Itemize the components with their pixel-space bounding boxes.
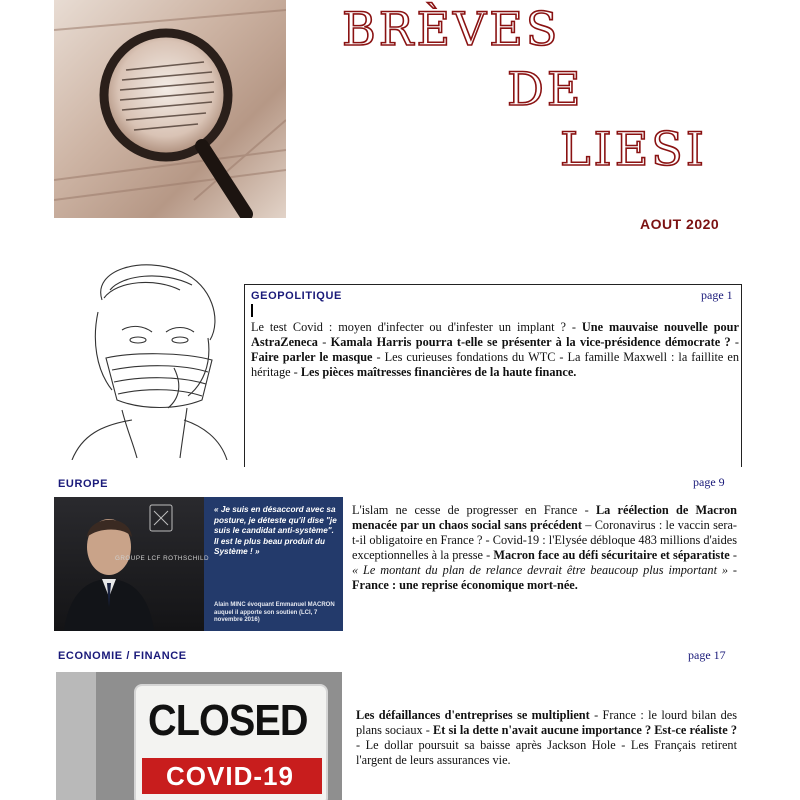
issue-date: AOUT 2020 bbox=[640, 216, 720, 232]
geopolitique-summary: Le test Covid : moyen d'infecter ou d'infester un implant ? - Une mauvaise nouvelle pour AstraZeneca - Kamala Harris pourra t-elle se présenter à la vice-présidence démocrate ? - Faire parler le masque - Les curieuses fondations du WTC - La famille Maxwell : la faillite en héritage - Les pièces maîtresses financières de la haute finance. bbox=[251, 320, 740, 379]
section-heading-geopolitique: GEOPOLITIQUE bbox=[251, 290, 342, 302]
section-heading-economie: ECONOMIE / FINANCE bbox=[58, 650, 187, 662]
magnifying-glass-photo bbox=[54, 0, 286, 218]
title-line-liesi: LIESI bbox=[560, 122, 707, 176]
quote-credit: Alain MINC évoquant Emmanuel MACRON auquel il apporte son soutien (LCI, 7 novembre 2016) bbox=[214, 602, 335, 623]
covid-word: COVID-19 bbox=[166, 761, 294, 791]
quote-text: « Je suis en désaccord avec sa posture, je déteste qu'il dise "je suis le candidat anti-système". Il est le plus beau produit du Système ! » bbox=[214, 505, 337, 556]
page-ref-economie: page 17 bbox=[688, 648, 726, 662]
closed-word: CLOSED bbox=[148, 696, 308, 745]
portrait-photo bbox=[54, 497, 204, 631]
title-line-de: DE bbox=[507, 62, 584, 116]
title-line-breves: BRÈVES bbox=[342, 2, 561, 56]
geopolitique-section bbox=[244, 284, 742, 467]
text-cursor bbox=[251, 304, 253, 317]
macron-quote-image bbox=[54, 497, 343, 631]
groupe-label: GROUPE LCF ROTHSCHILD bbox=[114, 555, 210, 562]
closed-sign-photo bbox=[56, 672, 342, 800]
masked-man-sketch bbox=[62, 260, 237, 460]
economie-summary: Les défaillances d'entreprises se multiplient - France : le lourd bilan des plans sociaux - Et si la dette n'avait aucune importance ? Est-ce réaliste ? - Le dollar poursuit sa baisse après Jackson Hole - Les Français retirent l'argent de leurs assurances vie. bbox=[356, 708, 737, 767]
page-ref-geopolitique: page 1 bbox=[701, 288, 733, 302]
magnifying-glass-illustration bbox=[54, 0, 286, 218]
page-ref-europe: page 9 bbox=[693, 475, 725, 489]
window-frame bbox=[56, 672, 96, 800]
europe-summary: L'islam ne cesse de progresser en France - La réélection de Macron menacée par un chaos social sans précédent – Coronavirus : le vaccin sera-t-il obligatoire en France ? - Covid-19 : l'Elysée débloque 483 millions d'aides exceptionnelles à la presse - Macron face au défi sécuritaire et séparatiste - « Le montant du plan de relance devrait être beaucoup plus important » - France : une reprise économique mort-née. bbox=[352, 503, 737, 592]
section-heading-europe: EUROPE bbox=[58, 478, 109, 490]
